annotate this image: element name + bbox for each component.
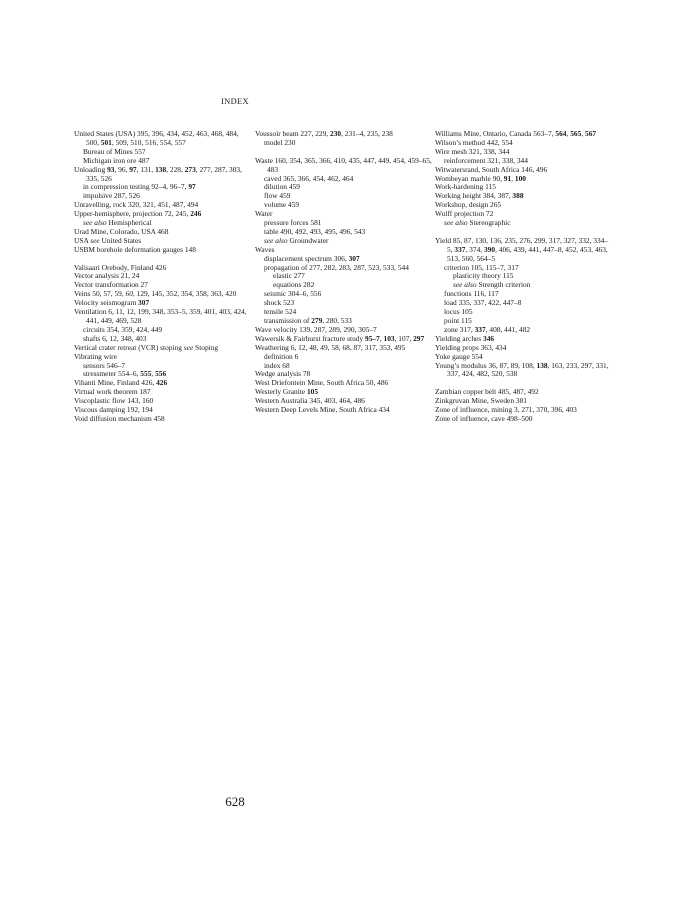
index-subentry: index 68 [264,360,290,370]
index-subentry: shock 523 [264,298,295,308]
index-entry: USA see United States [74,235,142,245]
index-entry: Wave velocity 139, 287, 289, 290, 305–7 [255,324,377,334]
index-entry: Ventilation 6, 11, 12, 199, 348, 353–5, 359, 401, 403, 424, 441, 449, 469, 528 [74,307,247,326]
index-subentry: in compression testing 92–4, 96–7, 97 [83,182,196,192]
index-entry: Waste 160, 354, 365, 366, 410, 435, 447, 449, 454, 459–65, 483 [255,155,432,174]
index-entry: Zinkgruvan Mine, Sweden 381 [435,396,527,406]
index-entry: Weathering 6, 12, 48, 49, 58, 68, 87, 317, 353, 495 [255,342,406,352]
index-subentry: see also Hemispherical [83,218,152,228]
index-subentry: functions 116, 117 [444,289,499,299]
index-entry: Zone of influence, mining 3, 271, 370, 396, 403 [435,405,577,415]
index-subentry: model 230 [264,137,296,147]
index-column-1 [74,130,252,424]
index-entry: Wombeyan marble 90, 91, 100 [435,173,526,183]
index-entry: Yielding props 363, 434 [435,342,507,352]
index-subentry: see also Strength criterion [453,280,531,290]
index-entry: West Driefontein Mine, South Africa 50, 486 [255,378,389,388]
index-entry: Workshop, design 265 [435,200,502,210]
index-entry: Witwatersrand, South Africa 146, 496 [435,164,548,174]
index-entry: Western Australia 345, 403, 464, 486 [255,396,365,406]
index-subentry: zone 317, 337, 408, 441, 482 [444,324,531,334]
index-entry: Vector analysis 21, 24 [74,271,140,281]
index-subentry: dilution 459 [264,182,300,192]
index-column-3 [435,130,613,424]
index-entry: Unloading 93, 96, 97, 131, 138, 228, 273, 277, 287, 303, 335, 526 [74,164,242,183]
index-entry: Wedge analysis 78 [255,369,311,379]
index-entry: Voussoir beam 227, 229, 230, 231–4, 235, 238 [255,129,393,138]
index-subentry: definition 6 [264,351,299,361]
index-entry: Wilson’s method 442, 554 [435,137,513,147]
index-entry: Urad Mine, Colorado, USA 468 [74,226,169,236]
index-entry: Yielding arches 346 [435,333,495,343]
index-entry: Work-hardening 115 [435,182,496,192]
index-subentry: tensile 524 [264,307,297,317]
index-entry: Wire mesh 321, 338, 344 [435,146,510,156]
page-number: 628 [225,794,245,809]
index-subentry: transmission of 279, 280, 533 [264,316,352,326]
index-entry: Vibrating wire [74,351,117,361]
index-entry: Water [255,209,273,219]
index-entry: Zambian copper belt 485, 487, 492 [435,387,539,397]
index-entry: Upper-hemisphere, projection 72, 245, 246 [74,209,202,219]
index-subentry: equations 282 [273,280,315,290]
index-entry: Zone of influence, cave 498–500 [435,413,533,423]
index-subentry: load 335, 337, 422, 447–8 [444,298,522,308]
index-entry: Unravelling, rock 320, 321, 451, 487, 494 [74,200,199,210]
index-entry: Virtual work theorem 187 [74,387,151,397]
index-entry: Wawersik & Fairhurst fracture study 95–7, 103, 107, 297 [255,333,425,343]
index-entry: Viscoplastic flow 143, 160 [74,396,154,406]
index-subentry: table 490, 492, 493, 495, 496, 543 [264,226,366,236]
index-entry: United States (USA) 395, 396, 434, 452, 463, 468, 484, 500, 501, 509, 510, 516, 554, 557 [74,129,239,147]
index-subentry: shafts 6, 12, 348, 403 [83,333,147,343]
index-entry: Veins 50, 57, 59, 60, 129, 145, 352, 354, 358, 363, 420 [74,289,237,299]
index-subentry: propagation of 277, 282, 283, 287, 523, 533, 544 [264,262,409,272]
index-entry: Williams Mine, Ontario, Canada 563–7, 564, 565, 567 [435,129,597,138]
index-subentry: see also Groundwater [264,235,329,245]
index-subentry: caved 365, 366, 454, 462, 464 [264,173,354,183]
page-header: INDEX [221,96,249,106]
index-subentry: sensors 546–7 [83,360,126,370]
index-subentry: Michigan iron ore 487 [83,155,150,165]
index-entry: Yield 85, 87, 130, 136, 235, 276, 299, 317, 327, 332, 334–5, 337, 374, 390, 406, 439, 441, 447–8, 452, 453, 463, 513, 560, 564–5 [435,235,609,263]
index-subentry: seismic 304–6, 556 [264,289,322,299]
index-subentry: volume 459 [264,200,300,210]
index-subentry: plasticity theory 115 [453,271,514,281]
index-entry: Vertical crater retreat (VCR) stoping see Stoping [74,342,219,352]
index-entry: USBM borehole deformation gauges 148 [74,244,196,254]
index-entry: Western Deep Levels Mine, South Africa 434 [255,405,390,415]
index-entry: Westerly Granite 105 [255,387,319,397]
index-subentry: circuits 354, 359, 424, 449 [83,324,163,334]
index-subentry: flow 459 [264,191,291,201]
index-subentry: Bureau of Mines 557 [83,146,146,156]
index-entry: Vector transformation 27 [74,280,148,290]
index-entry: Waves [255,244,275,254]
index-entry: Yoke gauge 554 [435,351,483,361]
index-entry: Vihanti Mine, Finland 426, 426 [74,378,168,388]
index-subentry: displacement spectrum 306, 307 [264,253,360,263]
index-entry: Valisaari Orebody, Finland 426 [74,262,167,272]
index-subentry: point 115 [444,316,472,326]
index-subentry: pressure forces 581 [264,218,322,228]
index-subentry: see also Stereographic [444,218,511,228]
index-entry: Void diffusion mechanism 458 [74,413,165,423]
index-subentry: criterion 105, 115–7, 317 [444,262,519,272]
index-column-2 [255,130,433,415]
index-subentry: stressmeter 554–6, 555, 556 [83,369,167,379]
index-subentry: locus 105 [444,307,473,317]
index-entry: Young’s modulus 36, 87, 89, 108, 138, 163, 233, 297, 331, 337, 424, 482, 520, 538 [435,360,609,379]
index-entry: Viscous damping 192, 194 [74,405,153,415]
index-entry: Working height 384, 387, 388 [435,191,524,201]
index-entry: Velocity seismogram 307 [74,298,150,308]
index-subentry: impulsive 287, 526 [83,191,140,201]
index-subentry: elastic 277 [273,271,305,281]
index-subentry: reinforcement 321, 338, 344 [444,155,528,165]
index-entry: Wulff projection 72 [435,209,494,219]
